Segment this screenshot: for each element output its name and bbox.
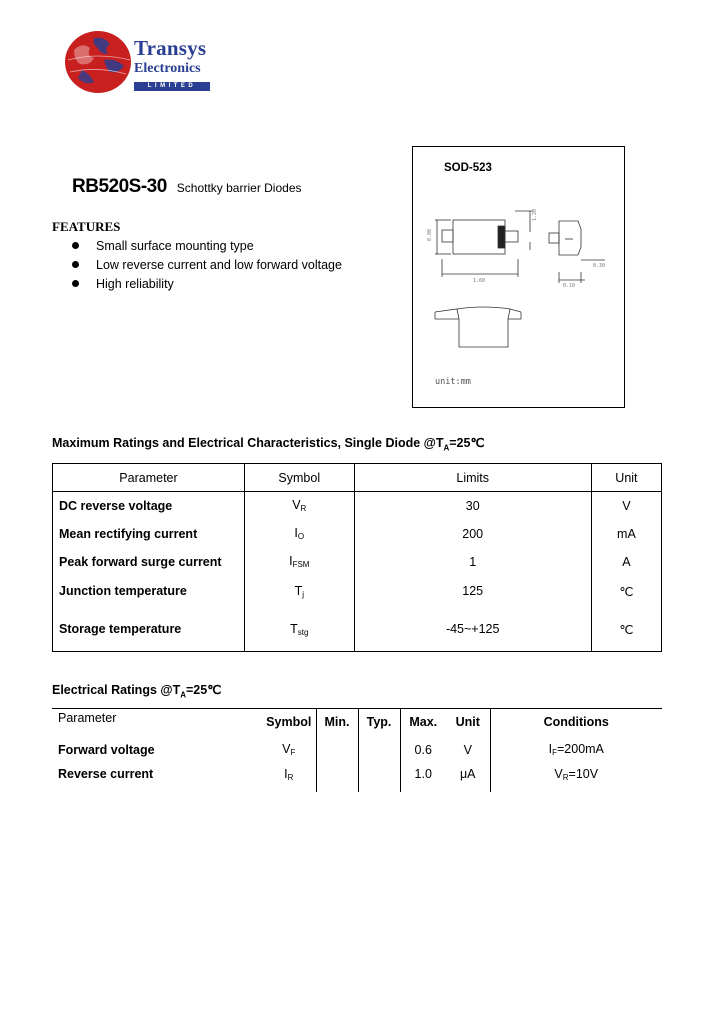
table-header-row [52,709,662,736]
svg-text:0.80: 0.80 [427,228,433,241]
feature-item: Small surface mounting type [72,236,342,255]
brand-limited-bar: LIMITED [134,82,210,91]
svg-text:1.60: 1.60 [473,278,486,284]
product-description: Schottky barrier Diodes [176,181,302,195]
col-header: Max. [400,709,446,736]
table-header-row [53,464,662,492]
product-title [72,176,302,198]
table-row: Mean rectifying current $I_O$ 200 mA [53,520,662,548]
svg-text:0.10: 0.10 [563,283,576,289]
col-header: Unit [455,715,480,730]
elec-ratings-table [52,708,662,792]
table-row: Peak forward surge current $I_{FSM}$ 1 A [53,548,662,576]
bullet-icon [72,261,79,268]
feature-item: Low reverse current and low forward voltage [72,255,342,274]
package-name: SOD-523 [444,162,492,174]
features-heading: FEATURES [52,219,121,234]
table-row: Storage temperature $T_{stg}$ -45~+125 ℃ [53,614,662,652]
max-ratings-table [52,463,662,652]
table-row: Junction temperature $T_j$ 125 ℃ [53,576,662,614]
col-header: Symbol [266,715,312,730]
col-header: Limits [354,464,591,492]
brand-logo [64,30,224,100]
col-header: Symbol [244,464,354,492]
col-header: Parameter [53,464,245,492]
bullet-icon [72,280,79,287]
max-ratings-title: Maximum Ratings and Electrical Characteristics, Single Diode $@T_A=25℃$ [52,436,485,453]
col-header: Parameter [58,711,117,725]
svg-text:1.20: 1.20 [532,208,538,221]
unit-note: unit:mm [435,377,471,387]
brand-subtitle: Electronics [134,61,201,76]
package-outline-drawing [413,147,624,407]
svg-text:0.30: 0.30 [593,263,606,269]
table-row: Forward voltage $V_F$ 0.6 V $I_F=200mA$ [52,736,662,764]
brand-name: Transys [134,36,207,60]
table-row: Reverse current $I_R$ 1.0 μA $V_R=10V$ [52,764,662,792]
elec-ratings-title: Electrical Ratings $@T_A=25℃$ [52,683,222,700]
col-header: Typ. [358,709,400,736]
bullet-icon [72,242,79,249]
col-header: Min. [316,709,358,736]
col-header: Unit [591,464,661,492]
part-number: RB520S-30 [72,176,167,197]
table-row: DC reverse voltage $V_R$ 30 V [53,492,662,520]
col-header: Conditions [490,709,662,736]
package-drawing-box [412,146,625,408]
feature-item: High reliability [72,274,342,293]
globe-logo-icon [64,30,134,94]
features-list [72,236,342,293]
